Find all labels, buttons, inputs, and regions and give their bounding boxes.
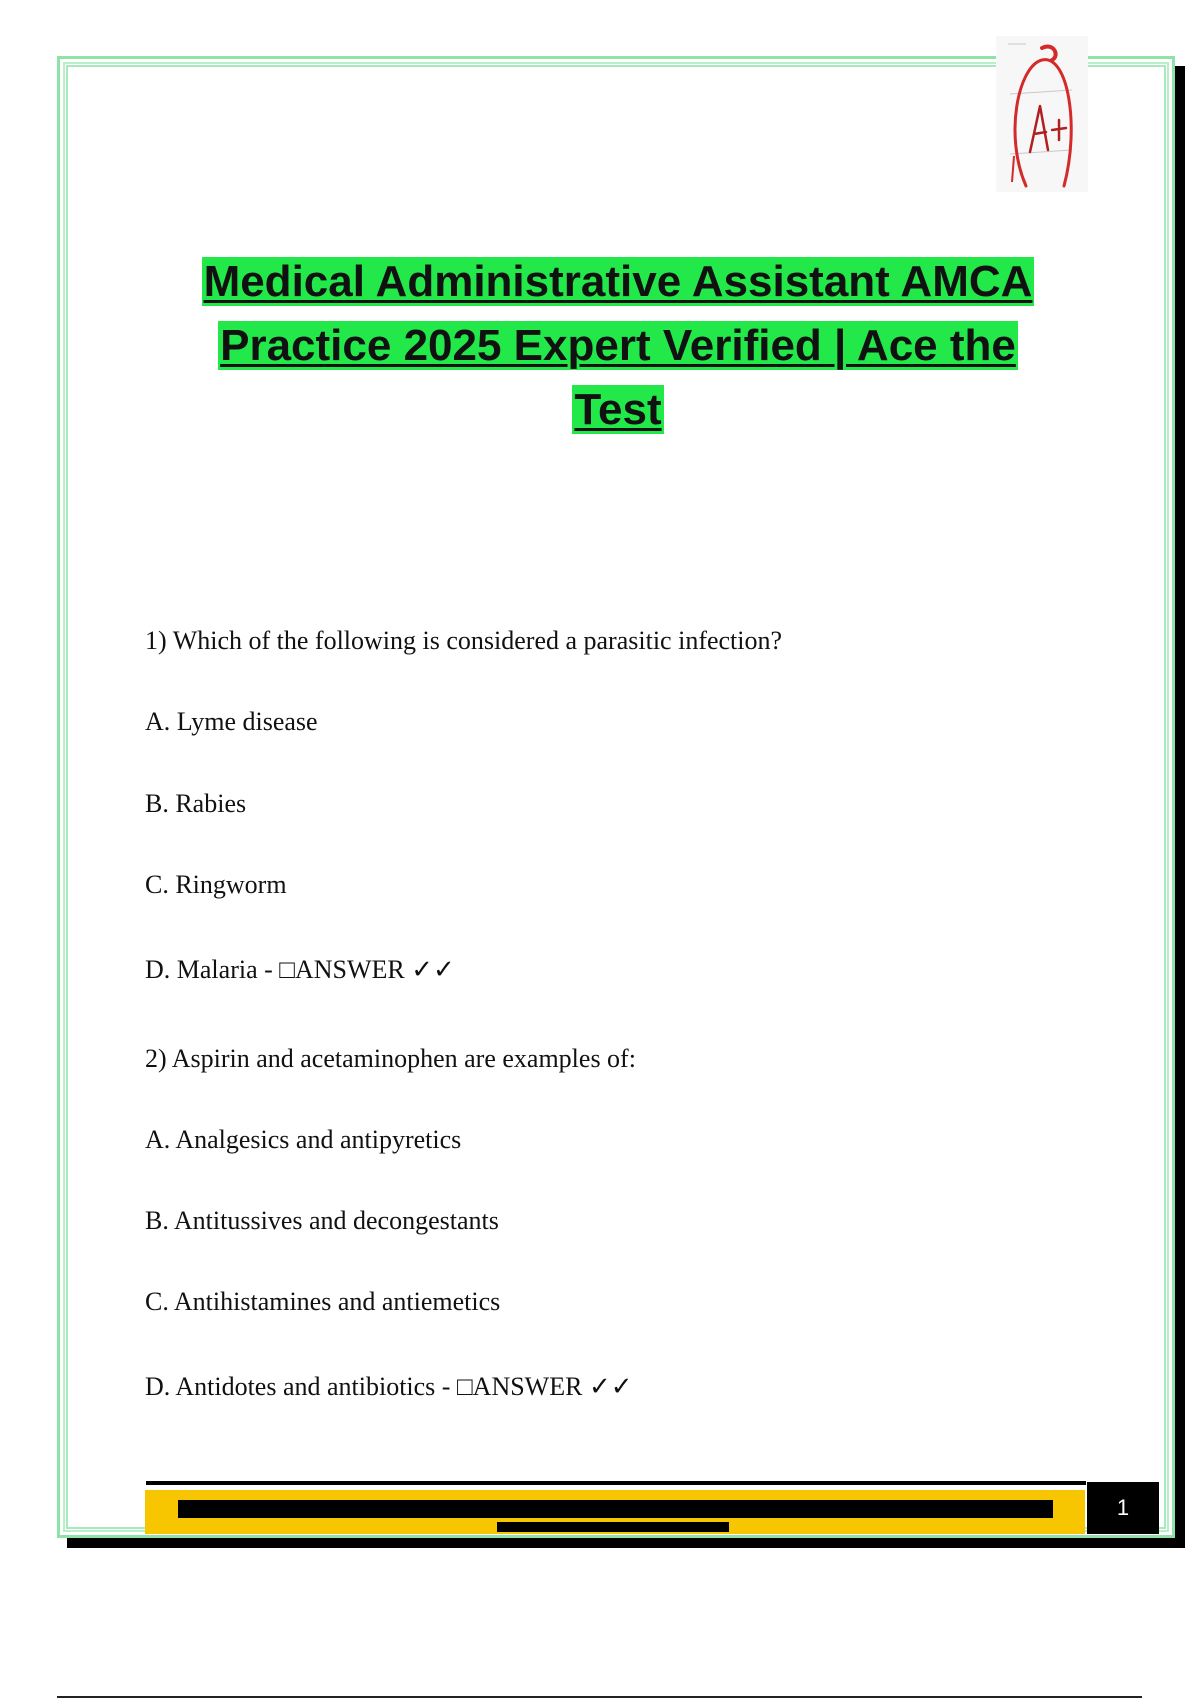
footer-bar xyxy=(145,1490,1085,1534)
question-1-option-b: B. Rabies xyxy=(145,789,247,818)
question-2-option-c: C. Antihistamines and antiemetics xyxy=(145,1287,501,1316)
question-2-text: 2) Aspirin and acetaminophen are examples of: xyxy=(145,1044,636,1073)
title-line-2: Practice 2025 Expert Verified | Ace the xyxy=(220,321,1016,370)
question-1-option-c: C. Ringworm xyxy=(145,870,287,899)
page-number: 1 xyxy=(1087,1482,1159,1534)
question-2-option-b: B. Antitussives and decongestants xyxy=(145,1206,499,1235)
question-2-option-d: D. Antidotes and antibiotics - □ANSWER ✓✓ xyxy=(145,1372,633,1401)
question-1-option-d: D. Malaria - □ANSWER ✓✓ xyxy=(145,955,455,984)
question-1-text: 1) Which of the following is considered a parasitic infection? xyxy=(145,626,783,655)
document-title xyxy=(100,250,1136,442)
grade-stamp xyxy=(996,36,1088,192)
footer-bar-tab xyxy=(497,1522,729,1532)
question-2-option-a: A. Analgesics and antipyretics xyxy=(145,1125,462,1154)
bottom-rule xyxy=(57,1696,1142,1698)
footer-bar-inner xyxy=(178,1500,1053,1518)
title-line-3: Test xyxy=(574,385,662,434)
title-line-1: Medical Administrative Assistant AMCA xyxy=(203,257,1033,306)
grade-stamp-icon xyxy=(996,36,1088,192)
footer-rule xyxy=(146,1481,1086,1485)
question-1-option-a: A. Lyme disease xyxy=(145,707,318,736)
